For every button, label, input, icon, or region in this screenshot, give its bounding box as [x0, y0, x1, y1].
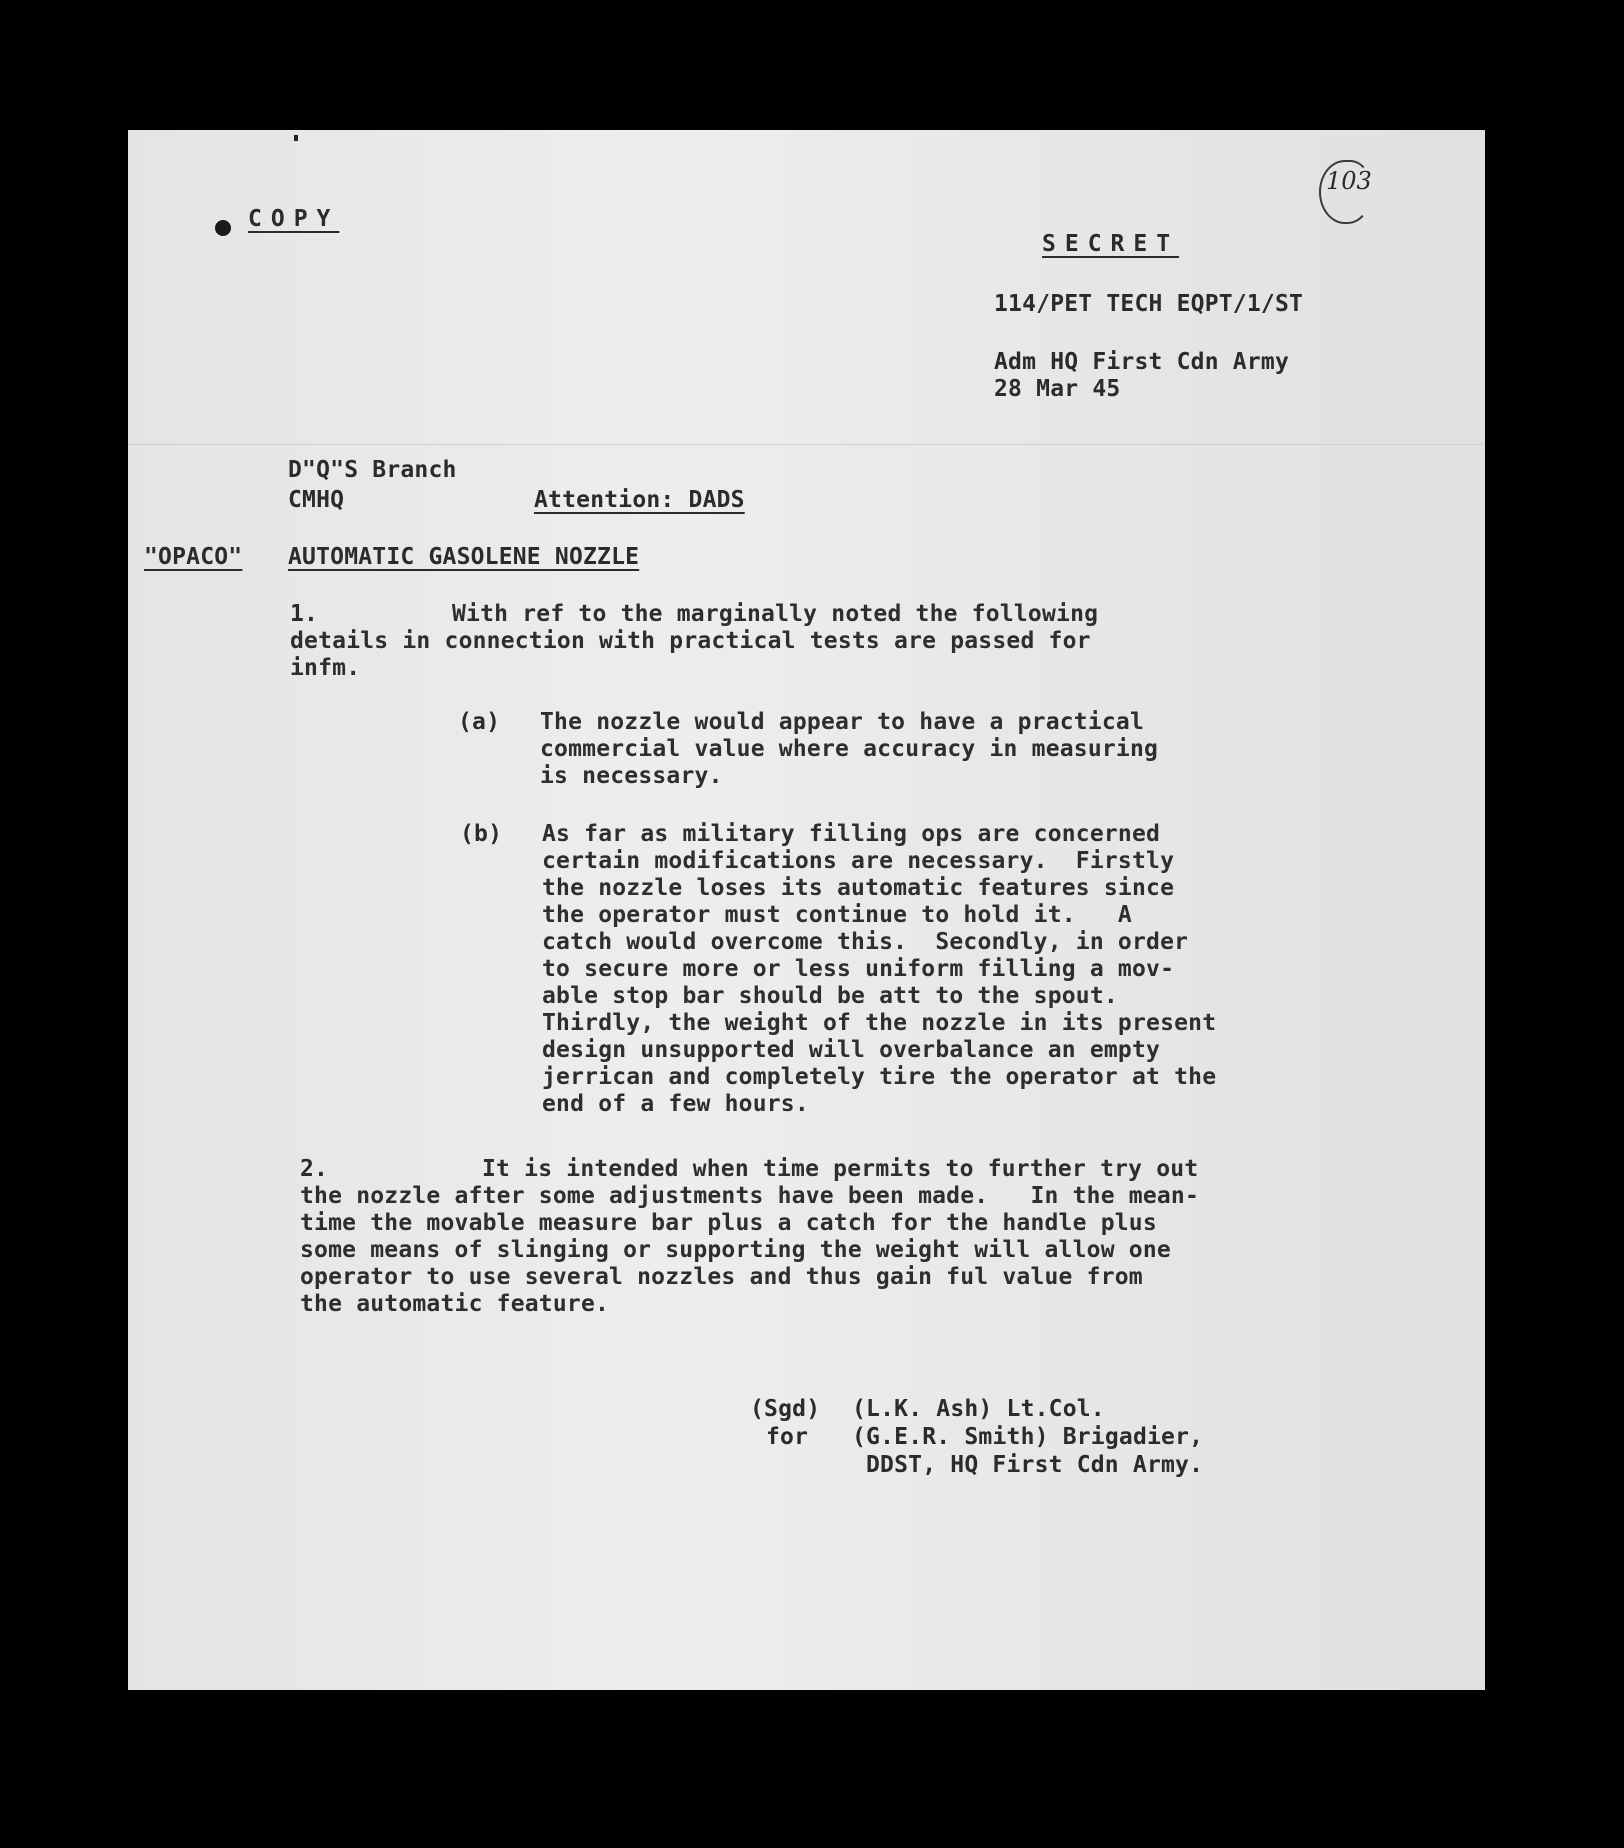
para-2-line: operator to use several nozzles and thus gain ful value from [300, 1264, 1143, 1290]
document-page [128, 130, 1485, 1690]
para-1-number: 1. [290, 601, 319, 627]
signature-position: DDST, HQ First Cdn Army. [866, 1452, 1204, 1478]
signature-principal: (G.E.R. Smith) Brigadier, [852, 1424, 1204, 1450]
sub-b-line: to secure more or less uniform filling a mov- [542, 956, 1175, 982]
sub-b-line: Thirdly, the weight of the nozzle in its present [542, 1010, 1217, 1036]
classification: SECRET [1042, 231, 1180, 257]
para-1-line: With ref to the marginally noted the following [452, 601, 1099, 627]
addressee-hq: CMHQ [288, 487, 345, 513]
page-number: 103 [1326, 167, 1372, 195]
para-1-line: details in connection with practical tests are passed for [290, 628, 1091, 654]
sub-b-line: able stop bar should be att to the spout. [542, 983, 1118, 1009]
attention-line: Attention: DADS [534, 487, 745, 513]
para-2-line: some means of slinging or supporting the weight will allow one [300, 1237, 1171, 1263]
sub-a-label: (a) [458, 709, 501, 735]
bullet-dot [215, 220, 231, 236]
para-2-line: time the movable measure bar plus a catch for the handle plus [300, 1210, 1157, 1236]
para-2-line: the automatic feature. [300, 1291, 610, 1317]
sub-b-line: end of a few hours. [542, 1091, 809, 1117]
sub-b-line: design unsupported will overbalance an empty [542, 1037, 1161, 1063]
addressee-branch: D"Q"S Branch [288, 457, 457, 483]
sub-b-line: the operator must continue to hold it. A [542, 902, 1132, 928]
sub-b-line: As far as military filling ops are concerned [542, 821, 1161, 847]
sub-a-line: commercial value where accuracy in measuring [540, 736, 1159, 762]
sub-a-line: is necessary. [540, 763, 723, 789]
speck-mark [294, 135, 298, 141]
copy-label: COPY [248, 206, 340, 232]
sub-b-line: catch would overcome this. Secondly, in order [542, 929, 1189, 955]
signature-signer: (L.K. Ash) Lt.Col. [852, 1396, 1105, 1422]
para-2-line: It is intended when time permits to further try out [482, 1156, 1199, 1182]
sub-b-line: certain modifications are necessary. Firstly [542, 848, 1175, 874]
sub-a-line: The nozzle would appear to have a practical [540, 709, 1145, 735]
signature-for: for [766, 1424, 809, 1450]
sub-b-label: (b) [460, 821, 503, 847]
para-2-number: 2. [300, 1156, 329, 1182]
margin-note: "OPACO" [144, 544, 243, 570]
signature-sgd: (Sgd) [750, 1396, 821, 1422]
sub-b-line: jerrican and completely tire the operator at the [542, 1064, 1217, 1090]
scan-line [128, 444, 1485, 445]
para-1-line: infm. [290, 655, 361, 681]
file-reference: 114/PET TECH EQPT/1/ST [994, 291, 1304, 317]
sub-b-line: the nozzle loses its automatic features since [542, 875, 1175, 901]
date: 28 Mar 45 [994, 376, 1121, 402]
para-2-line: the nozzle after some adjustments have been made. In the mean- [300, 1183, 1200, 1209]
origin: Adm HQ First Cdn Army [994, 349, 1289, 375]
subject-title: AUTOMATIC GASOLENE NOZZLE [288, 544, 640, 570]
